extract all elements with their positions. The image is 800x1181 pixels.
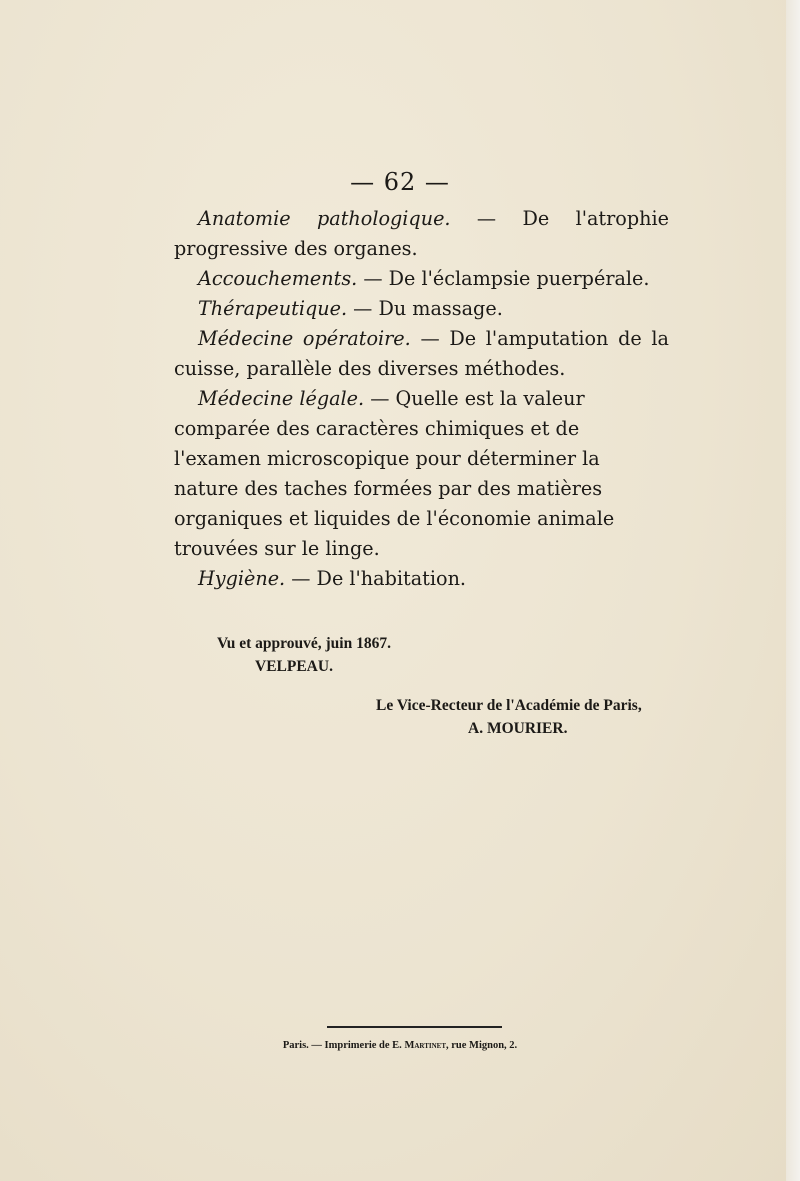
subject-text: — Quelle est la valeur comparée des caractères chimiques et de l'examen microscopique pour déterminer la nature des taches formées par des matières organiques et liquides de l'économie animale trouvées sur le linge. [174,387,615,560]
rector-name: A. MOURIER. [468,720,568,737]
rector-title: Le Vice-Recteur de l'Académie de Paris, [376,697,642,714]
subject-paragraph [174,204,669,264]
subject-text: — Du massage. [347,297,503,320]
subject-paragraph [174,384,669,564]
exam-subjects [174,204,669,594]
subject-label: Médecine opératoire. [198,327,411,350]
subject-label: Anatomie pathologique. [198,207,451,230]
approval-signer: VELPEAU. [255,658,333,675]
subject-paragraph [174,324,669,384]
subject-text: — De l'habitation. [285,567,467,590]
approval-line: Vu et approuvé, juin 1867. [217,635,391,652]
subject-paragraph [174,294,669,324]
imprint-prefix: Paris. — Imprimerie de E. [282,1040,405,1051]
subject-label: Accouchements. [198,267,358,290]
subject-label: Thérapeutique. [198,297,348,320]
subject-label: Hygiène. [198,567,286,590]
approval-block [217,632,391,678]
subject-paragraph [174,264,669,294]
subject-text: — De l'amputation de la cuisse, parallèle des diverses méthodes. [174,327,669,380]
imprint-suffix: , rue Mignon, 2. [446,1040,518,1051]
imprint-printer: Martinet [404,1040,446,1051]
subject-paragraph [174,564,669,594]
rector-block [376,694,642,740]
page-number: — 62 — [350,168,450,196]
footer-rule [327,1026,502,1028]
printer-imprint [0,1040,800,1051]
subject-label: Médecine légale. [198,387,365,410]
subject-text: — De l'atrophie progressive des organes. [174,207,669,260]
subject-text: — De l'éclampsie puerpérale. [357,267,650,290]
